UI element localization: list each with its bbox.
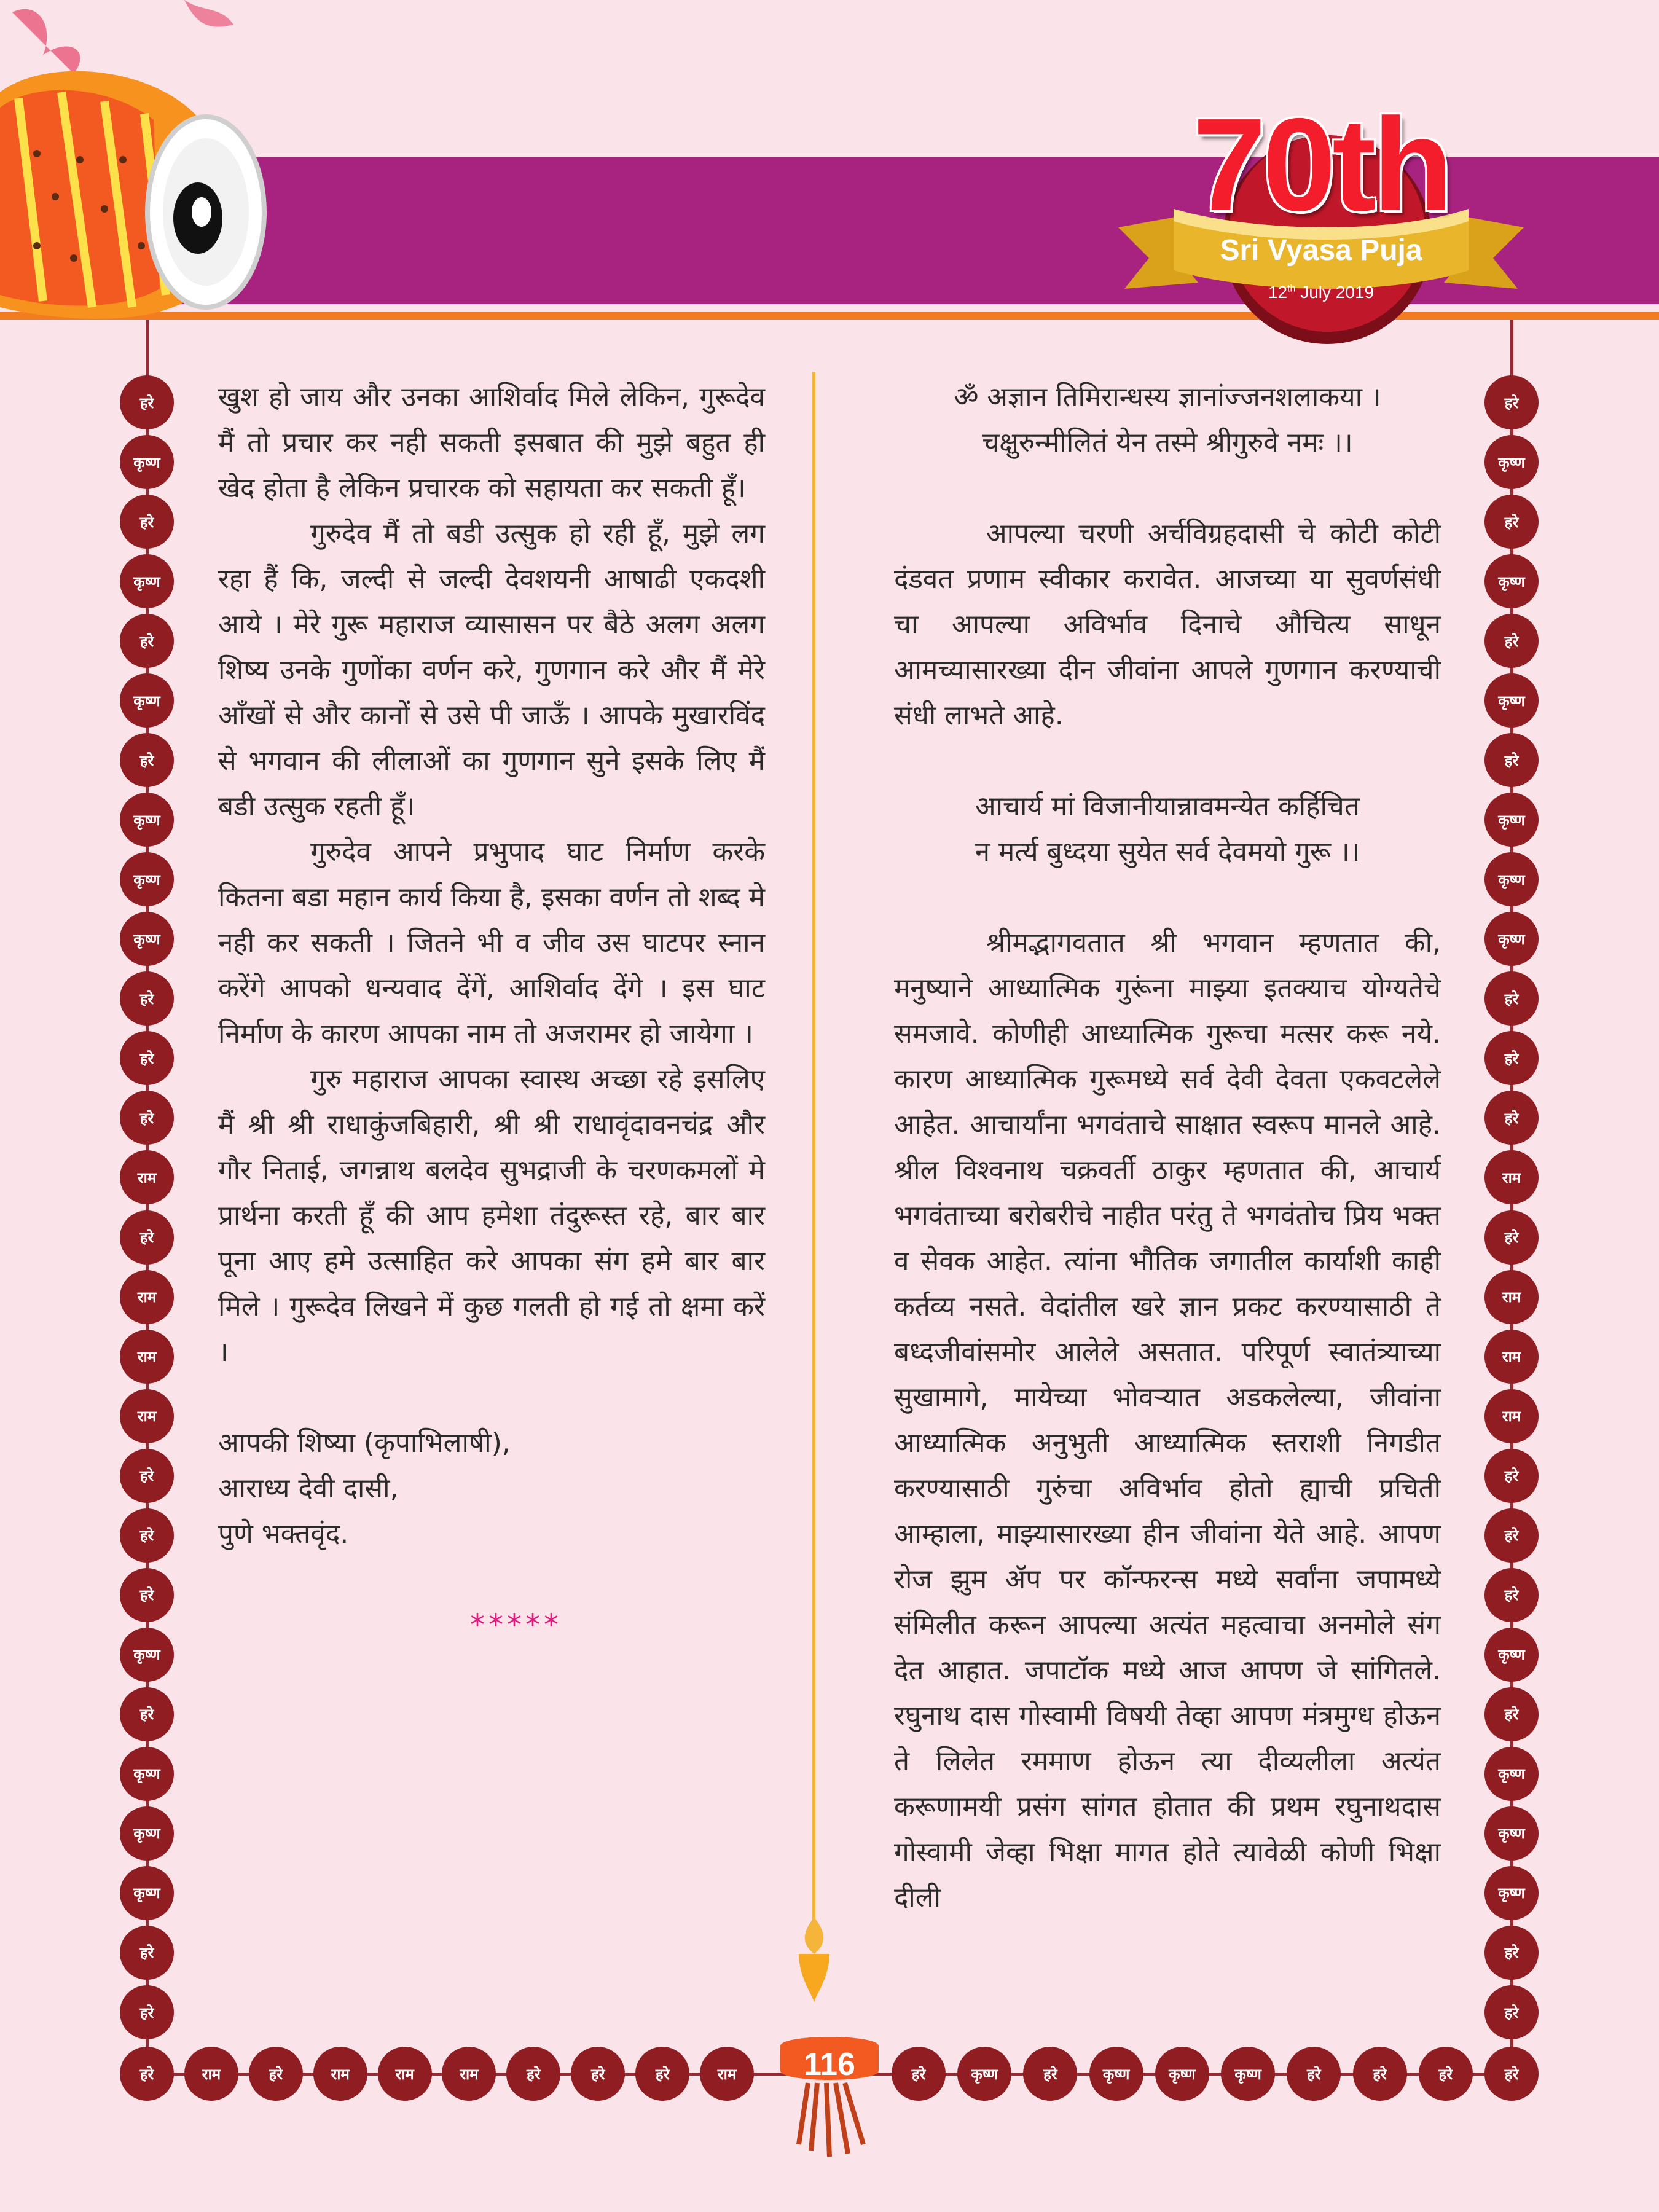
bead-right: हरे [1484,495,1539,549]
verse-1-line-2: चक्षुरुन्मीलितं येन तस्मे श्रीगुरुवे नमः ।। [982,427,1353,458]
right-column [894,375,1441,1921]
bead-right: राम [1484,1270,1539,1324]
bead-right: हरे [1484,1091,1539,1145]
bead-bottom_right: हरे [1287,2047,1341,2101]
verse-2-line-2: न मर्त्य बुध्दया सुयेत सर्व देवमयो गुरू ।। [975,836,1360,868]
bead-right: कृष्ण [1484,793,1539,847]
bead-right: राम [1484,1389,1539,1443]
bead-right: हरे [1484,1508,1539,1563]
verse-1-line-1: ॐ अज्ञान तिमिरान्धस्य ज्ञानांज्जनशलाकया । [954,382,1381,413]
bead-right: हरे [1484,1031,1539,1085]
spacer [218,1557,765,1602]
bead-left: हरे [120,1210,174,1265]
bead-right: कृष्ण [1484,1747,1539,1801]
spacer [894,739,1441,784]
bead-left: हरे [120,733,174,787]
bead-right: हरे [1484,1449,1539,1503]
bead-bottom_right: कृष्ण [957,2047,1011,2101]
bead-left: हरे [120,971,174,1026]
bead-left: कृष्ण [120,852,174,906]
left-paragraph-3: गुरुदेव आपने प्रभुपाद घाट निर्माण करके कितना बडा महान कार्य किया है, इसका वर्णन तो शब्द मे नही कर सकती । जितने भी व जीव उस घाटपर स्नान करेंगे आपको धन्यवाद देंगें, आशिर्वाद देंगे । इस घाट निर्माण के कारण आपका नाम तो अजरामर हो जायेगा । [218,836,765,1049]
badge-date [1229,283,1413,302]
bead-left: हरे [120,1449,174,1503]
left-paragraph-1: खुश हो जाय और उनका आशिर्वाद मिले लेकिन, गुरूदेव मैं तो प्रचार कर नही सकती इसबात की मुझे बहुत ही खेद होता है लेकिन प्रचारक को सहायता कर सकती हूँ। [218,382,765,504]
bead-right: राम [1484,1150,1539,1204]
verse-2-line-1: आचार्य मां विजानीयान्नावमन्येत कर्हिचित [975,791,1360,822]
bead-left: हरे [120,1568,174,1622]
spacer [894,466,1441,511]
left-paragraph-4: गुरु महाराज आपका स्वास्थ अच्छा रहे इसलिए मैं श्री श्री राधाकुंजबिहारी, श्री श्री राधावृंदावनचंद्र और गौर निताई, जगन्नाथ बलदेव सुभद्राजी के चरणकमलों मे प्रार्थना करती हूँ की आप हमेशा तंदुरूस्त रहे, बार बार पूना आए हमे उत्साहित करे आपका संग हमे बार बार मिले । गुरूदेव लिखने में कुछ गलती हो गई तो क्षमा करें । [218,1064,765,1368]
bead-right: हरे [1484,1926,1539,1980]
bead-bottom_right: हरे [892,2047,946,2101]
bead-bottom_left: राम [378,2047,432,2101]
bead-bottom_left: राम [313,2047,367,2101]
bead-right: कृष्ण [1484,852,1539,906]
bead-bottom_right: हरे [1419,2047,1473,2101]
signature-line-1: आपकी शिष्या (कृपाभिलाषी), [218,1427,511,1459]
bead-bottom_right: कृष्ण [1089,2047,1143,2101]
bead-left: कृष्ण [120,1747,174,1801]
left-paragraph-2: गुरुदेव मैं तो बडी उत्सुक हो रही हूँ, मुझे लग रहा हैं कि, जल्दी से जल्दी देवशयनी आषाढी एकदशी आये । मेरे गुरू महाराज व्यासासन पर बैठे अलग अलग शिष्य उनके गुणोंका वर्णन करे, गुणगान करे और मैं मेरे आँखों से और कानों से उसे पी जाऊँ । आपके मुखारविंद से भगवान की लीलाओं का गुणगान सुने इसके लिए मैं बडी उत्सुक रहती हूँ। [218,518,765,822]
badge-date-day: 12 [1268,283,1288,302]
spacer [218,1375,765,1421]
bead-left: हरे [120,375,174,429]
bead-left: राम [120,1150,174,1204]
bead-left: कृष्ण [120,1628,174,1682]
bead-right: हरे [1484,733,1539,787]
bead-left: कृष्ण [120,793,174,847]
bead-left: हरे [120,1508,174,1563]
bead-left: हरे [120,614,174,668]
bead-bottom_right: कृष्ण [1221,2047,1275,2101]
column-divider [812,372,815,1926]
bead-right: हरे [1484,1687,1539,1741]
bead-left: कृष्ण [120,435,174,489]
bead-right: हरे [1484,1210,1539,1265]
divider-tassel-icon [793,1917,836,2003]
bead-bottom_left: राम [184,2047,238,2101]
bead-bottom_right: कृष्ण [1155,2047,1209,2101]
bead-bottom_left: हरे [571,2047,625,2101]
bead-left: हरे [120,495,174,549]
bead-left: कृष्ण [120,673,174,728]
bead-right: हरे [1484,1985,1539,2039]
closing-stars: ***** [470,1608,562,1642]
badge-title: Sri Vyasa Puja [1220,234,1422,267]
bead-left: हरे [120,1985,174,2039]
bead-left: हरे [120,1031,174,1085]
right-paragraph-2: श्रीमद्भागवतात श्री भगवान म्हणतात की, मनुष्याने आध्यात्मिक गुरूंना माझ्या इतक्याच योग्यतेचे समजावे. कोणीही आध्यात्मिक गुरूचा मत्सर करू नये. कारण आध्यात्मिक गुरूमध्ये सर्व देवी देवता एकवटलेले आहेत. आचार्यांना भगवंताचे साक्षात स्वरूप मानले आहे. श्रील विश्वनाथ चक्रवर्ती ठाकुर म्हणतात की, आचार्य भगवंताच्या बरोबरीचे नाहीत परंतु ते भगवंतोच प्रिय भक्त व सेवक आहेत. त्यांना भौतिक जगातील कार्याशी काही कर्तव्य नसते. वेदांतील खरे ज्ञान प्रकट करण्यासाठी ते बध्दजीवांसमोर आलेले असतात. परिपूर्ण स्वातंत्र्याच्या सुखामागे, मायेच्या भोवऱ्यात अडकलेल्या, जीवांना आध्यात्मिक अनुभुती आध्यात्मिक स्तराशी निगडीत करण्यासाठी गुरुंचा अविर्भाव होतो ह्याची प्रचिती आम्हाला, माझ्यासारख्या हीन जीवांना येते आहे. आपण रोज झुम ॲप पर कॉन्फरन्स मध्ये सर्वांना जपामध्ये संमिलीत करून आपल्या अत्यंत महत्वाचा अनमोले संग देत आहात. जपाटॉक मध्ये आज आपण जे सांगितले. रघुनाथ दास गोस्वामी विषयी तेव्हा आपण मंत्रमुग्ध होऊन ते लिलेत रममाण होऊन त्या दीव्यलीला अत्यंत करूणामयी प्रसंग सांगत होतात की प्रथम रघुनाथदास गोस्वामी जेव्हा भिक्षा मागत होते त्यावेळी कोणी भिक्षा दीली [894,927,1441,1913]
bead-bottom_right: हरे [1484,2047,1539,2101]
left-column [218,375,765,1648]
bead-left: हरे [120,1687,174,1741]
bead-bottom_right: हरे [1023,2047,1077,2101]
bead-right: कृष्ण [1484,435,1539,489]
bead-right: हरे [1484,971,1539,1026]
bead-left: राम [120,1270,174,1324]
bead-bottom_left: हरे [249,2047,303,2101]
bead-left: कृष्ण [120,912,174,966]
bead-right: कृष्ण [1484,554,1539,608]
bead-left: हरे [120,1091,174,1145]
badge-date-rest: July 2019 [1300,283,1375,302]
bead-bottom_left: हरे [120,2047,174,2101]
bead-right: राम [1484,1330,1539,1384]
bead-left: हरे [120,1926,174,1980]
bead-right: हरे [1484,614,1539,668]
bead-left: राम [120,1330,174,1384]
page-number: 116 [804,2047,855,2082]
badge-number: 70th [1192,90,1450,238]
mridanga-drum-illustration [0,0,283,344]
bead-bottom_right: हरे [1353,2047,1407,2101]
spacer [894,875,1441,920]
bead-right: कृष्ण [1484,1806,1539,1861]
bead-left: कृष्ण [120,554,174,608]
bead-right: हरे [1484,375,1539,429]
bead-left: राम [120,1389,174,1443]
badge-date-suffix: th [1287,283,1296,294]
right-paragraph-1: आपल्या चरणी अर्चविग्रहदासी चे कोटी कोटी दंडवत प्रणाम स्वीकार करावेत. आजच्या या सुवर्णसंधी चा आपल्या अविर्भाव दिनाचे औचित्य साधून आमच्यासारख्या दीन जीवांना आपले गुणगान करण्याची संधी लाभते आहे. [894,518,1441,731]
bead-bottom_left: हरे [635,2047,689,2101]
signature-line-2: आराध्य देवी दासी, [218,1473,399,1504]
bead-bottom_left: राम [700,2047,754,2101]
bead-left: कृष्ण [120,1806,174,1861]
signature-line-3: पुणे भक्तवृंद. [218,1518,349,1550]
bead-right: कृष्ण [1484,673,1539,728]
bead-right: कृष्ण [1484,1628,1539,1682]
bead-bottom_left: राम [442,2047,496,2101]
bead-left: कृष्ण [120,1866,174,1920]
bead-right: कृष्ण [1484,1866,1539,1920]
bead-bottom_left: हरे [506,2047,560,2101]
bead-right: कृष्ण [1484,912,1539,966]
bead-right: हरे [1484,1568,1539,1622]
